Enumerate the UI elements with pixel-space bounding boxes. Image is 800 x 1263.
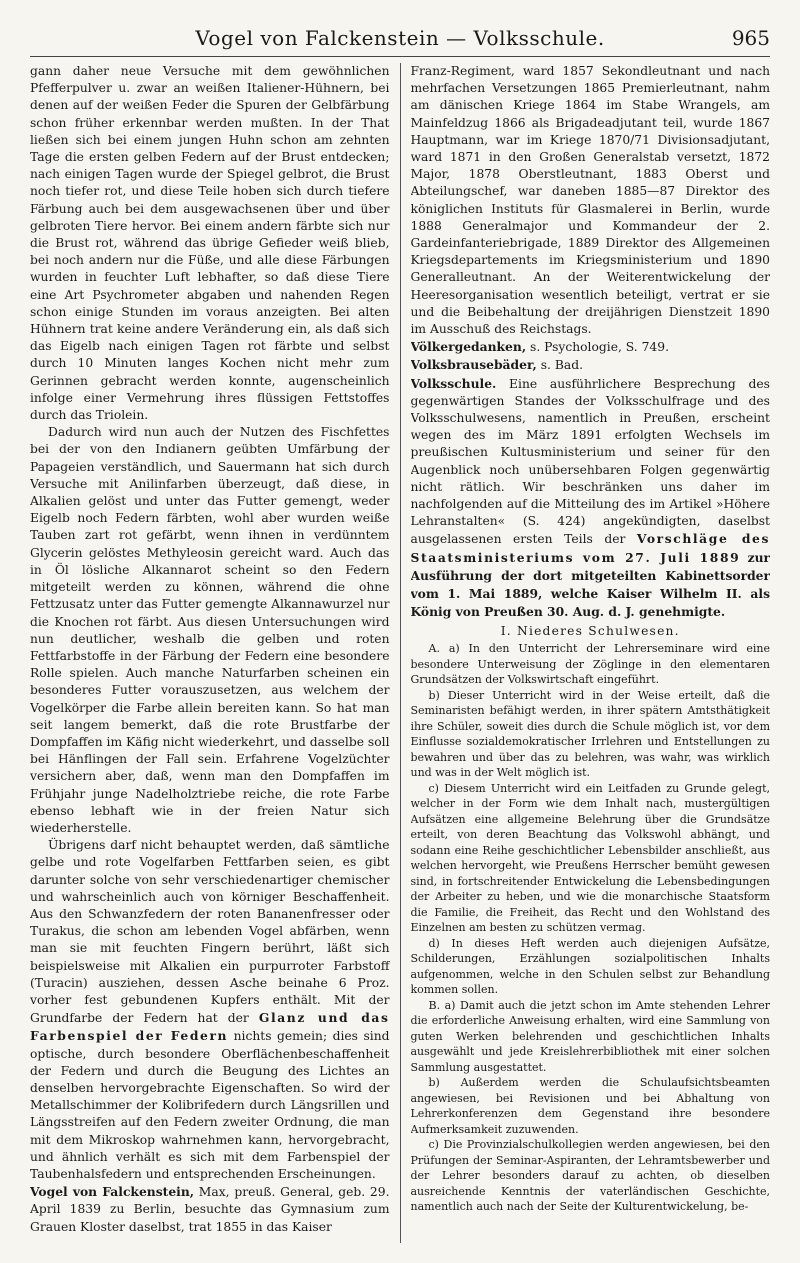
entry-text: Max, preuß. General, geb. 29. April 1839 zu Berlin, besuchte das Gymnasium zum Grauen Kloster daselbst, trat 1855 in das Kaiser	[30, 1185, 390, 1234]
right-large-text	[411, 63, 771, 622]
paragraph-text: Übrigens darf nicht behauptet werden, daß sämtliche gelbe und rote Vogelfarben Fettfarben seien, es gibt darunter solche von sehr verschiedenartiger chemischer und wahrscheinlich auch von körniger Beschaffenheit. Aus den Schwanzfedern der roten Bananenfresser oder Turakus, die schon am lebenden Vogel abfärben, wenn man sie mit feuchten Fingern berührt, läßt sich beispielsweise mit Alkalien ein purpurroter Farbstoff (Turacin) ausziehen, dessen Asche beinahe 6 Proz. vorher fest gebundenen Kupfers enthält. Mit der Grundfarbe der Federn hat der	[30, 838, 390, 1026]
running-header	[30, 22, 770, 57]
entry-headword: Völkergedanken,	[410, 339, 527, 355]
entry-text: zur Ausführung der dort mitgeteilten Kabinettsorder vom 1. Mai 1889, welche Kaiser Wilhelm II. als König von Preußen 30. Aug. d. J. genehmigte.	[410, 549, 770, 620]
clause: b) Außerdem werden die Schulaufsichtsbeamten angewiesen, bei Revisionen und bei Abhaltung von Lehrerkonferenzen dem Gegenstand ihre besondere Aufmerksamkeit zuzuwenden.	[410, 1076, 770, 1136]
paragraph: gann daher neue Versuche mit dem gewöhnlichen Pfefferpulver u. zwar an weißen Italiener-Hühnern, bei denen auf der weißen Feder die Spuren der Gelbfärbung schon früher erkennbar werden mußten. In der That ließen sich bei einem jungen Huhn schon am zehnten Tage die ersten gelben Federn auf der Brust entdecken; nach einigen Tagen wurde der Spiegel gelbrot, die Brust noch tiefer rot, und diese Teile hoben sich durch tiefere Färbung auch bei dem ausgewachsenen über und über gelbroten Tiere hervor. Bei einem andern färbte sich nur die Brust rot, während das übrige Gefieder weiß blieb, bei noch andern nur die Füße, und alle diese Färbungen wurden in feuchter Luft lebhafter, so daß diese Tiere eine Art Psychrometer abgaben und nahenden Regen schon einige Stunden im voraus anzeigten. Bei alten Hühnern trat keine andere Veränderung ein, als daß sich das Eigelb nach einigen Tagen rot färbte und selbst durch 10 Minuten langes Kochen nicht mehr zum Gerinnen gebracht werden konnte, augenscheinlich infolge einer Vermehrung ihres flüssigen Fettstoffes durch das Triolein.	[30, 64, 390, 423]
entry-volksbrausebaeder	[411, 356, 771, 374]
entry-headword: Volksschule.	[410, 375, 497, 391]
column-divider	[400, 63, 401, 1243]
entry-voelkergedanken	[411, 338, 771, 356]
entry-text: Eine ausführlichere Besprechung des gegenwärtigen Standes der Volksschulfrage und des Volksschulwesens, namentlich in Preußen, erscheint wegen des im März 1891 erfolgten Wechsels im preußischen Kultusministerium und seiner für den Augenblick noch unübersehbaren Folgen gegenwärtig nicht rätlich. Wir beschränken uns daher im nachfolgenden auf die Mitteilung des im Artikel »Höhere Lehranstalten« (S. 424) angekündigten, daselbst ausgelassenen ersten Teils der	[410, 376, 770, 547]
section-heading: I. Niederes Schulwesen.	[500, 623, 680, 638]
paragraph: Dadurch wird nun auch der Nutzen des Fischfettes bei der von den Indianern geübten Umfärbung der Papageien verständlich, und Sauermann hat sich durch Versuche mit Anilinfarben überzeugt, daß diese, in Alkalien gelöst und unter das Futter gemengt, weder Eigelb noch Federn färbten, wohl aber wurden weiße Tauben zart rot gefärbt, wenn ihnen in verdünntem Glycerin gelöstes Methyleosin gereicht ward. Auch das in Öl lösliche Alkannarot scheint so den Federn mitgeteilt werden zu können, während die ohne Fettzusatz unter das Futter gemengte Alkannawurzel nur die Knochen rot färbt. Aus diesen Untersuchungen wird nun deutlicher, weshalb die gelben und roten Fettfarbstoffe in der Färbung der Federn eine besondere Rolle spielen. Auch manche Naturfarben scheinen ein besonderes Futter vorauszusetzen, aus welchem der Vogelkörper die Farbe allein bereiten kann. So hat man seit langem bemerkt, daß die rote Brustfarbe der Dompfaffen im Käfig nicht wiederkehrt, und dasselbe soll bei Hänflingen der Fall sein. Erfahrene Vogelzüchter versichern aber, daß, wenn man den Dompfaffen im Frühjahr junge Nadelholztriebe reiche, die rote Farbe ebenso lebhaft wie in der freien Natur sich wiederherstelle.	[30, 425, 390, 835]
paragraph	[30, 837, 390, 1183]
clause: c) Diesem Unterricht wird ein Leitfaden zu Grunde gelegt, welcher in der Form wie dem Inhalt nach, mustergültigen Aufsätzen eine allgemeine Belehrung über die Grundsätze erteilt, von deren Beachtung das Volkswohl abhängt, und sodann eine Reihe geschichtlicher Lebensbilder anschließt, aus welchen hervorgeht, wie Preußens Herrscher bemüht gewesen sind, in fortschreitender Entwickelung die Lebensbedingungen der Arbeiter zu heben, und wie die monarchische Staatsform die Familie, die Freiheit, das Recht und den Wohlstand des Einzelnen am besten zu schützen vermag.	[410, 781, 770, 934]
entry-volksschule	[411, 375, 771, 622]
entry-text: s. Psychologie, S. 749.	[526, 340, 669, 355]
emphasis-text: Glanz und das Farbenspiel der Federn	[30, 1010, 390, 1044]
paragraph: Franz-Regiment, ward 1857 Sekondleutnant und nach mehrfachen Versetzungen 1865 Premierleutnant, nahm am dänischen Kriege 1864 im Stabe Wrangels, am Mainfeldzug 1866 als Brigadeadjutant teil, wurde 1867 Hauptmann, war im Kriege 1870/71 Divisionsadjutant, ward 1871 in den Großen Generalstab versetzt, 1872 Major, 1878 Oberstleutnant, 1883 Oberst und Abteilungschef, war daneben 1885—87 Direktor des königlichen Instituts für Glasmalerei in Berlin, wurde 1888 Generalmajor und Kommandeur der 2. Gardeinfanteriebrigade, 1889 Direktor des Allgemeinen Kriegsdepartements im Kriegsministerium und 1890 Generalleutnant. An der Weiterentwickelung der Heeresorganisation wesentlich beteiligt, vertrat er sie und die Beibehaltung der dreijährigen Dienstzeit 1890 im Ausschuß des Reichstags.	[410, 64, 770, 337]
clause: B. a) Damit auch die jetzt schon im Amte stehenden Lehrer die erforderliche Anweisung erhalten, wird eine Sammlung von guten Werken belehrenden und geschichtlichen Inhalts ausgewählt und jede Kreislehrerbibliothek mit einer solchen Sammlung ausgestattet.	[410, 998, 770, 1074]
right-small-text	[411, 641, 771, 1215]
clause: d) In dieses Heft werden auch diejenigen Aufsätze, Schilderungen, Erzählungen sozialpolitischen Inhalts aufgenommen, welche in den Schulen selbst zur Behandlung kommen sollen.	[410, 936, 770, 996]
entry-headword: Vogel von Falckenstein,	[30, 1184, 195, 1200]
entry-vogel-von-falckenstein	[30, 1183, 390, 1236]
text-columns	[30, 63, 770, 1243]
clause: b) Dieser Unterricht wird in der Weise erteilt, daß die Seminaristen befähigt werden, in ihrer spätern Amtsthätigkeit ihre Schüler, soweit dies durch die Schule möglich ist, vor dem Einflusse sozialdemokratischer Irrlehren und Entstellungen zu bewahren und über das zu belehren, was wahr, was wirklich und was in der Welt möglich ist.	[410, 688, 770, 779]
clause: A. a) In den Unterricht der Lehrerseminare wird eine besondere Unterweisung der Zöglinge in den elementaren Grundsätzen der Volkswirtschaft eingeführt.	[410, 642, 770, 686]
clause: c) Die Provinzialschulkollegien werden angewiesen, bei den Prüfungen der Seminar-Aspiranten, der Lehramtsbewerber und der Lehrer besonders darauf zu achten, ob dieselben ausreichende Kenntnis der vaterländischen Geschichte, namentlich auch nach der Seite der Kulturentwickelung, be-	[410, 1138, 770, 1213]
paragraph-text: nichts gemein; dies sind optische, durch besondere Oberflächenbeschaffenheit der Federn und durch die Beugung des Lichtes an denselben hervorgebrachte Eigenschaften. So wird der Metallschimmer der Kolibrifedern durch Längsrillen und Längsstreifen auf den Federn zweiter Ordnung, die man mit dem Mikroskop wahrnehmen kann, hervorgebracht, und ähnlich verhält es sich mit dem Farbenspiel der Taubenhalsfedern und entsprechenden Erscheinungen.	[30, 1029, 390, 1181]
entry-text: s. Bad.	[536, 358, 584, 373]
right-column	[411, 63, 771, 1243]
emphasis-text: Vorschläge des Staatsministeriums vom 27. Juli 1889	[410, 531, 770, 565]
left-column	[30, 63, 390, 1243]
page-number: 965	[731, 26, 770, 50]
entry-headword: Volksbrausebäder,	[410, 357, 537, 373]
header-title: Vogel von Falckenstein — Volksschule.	[195, 26, 605, 50]
